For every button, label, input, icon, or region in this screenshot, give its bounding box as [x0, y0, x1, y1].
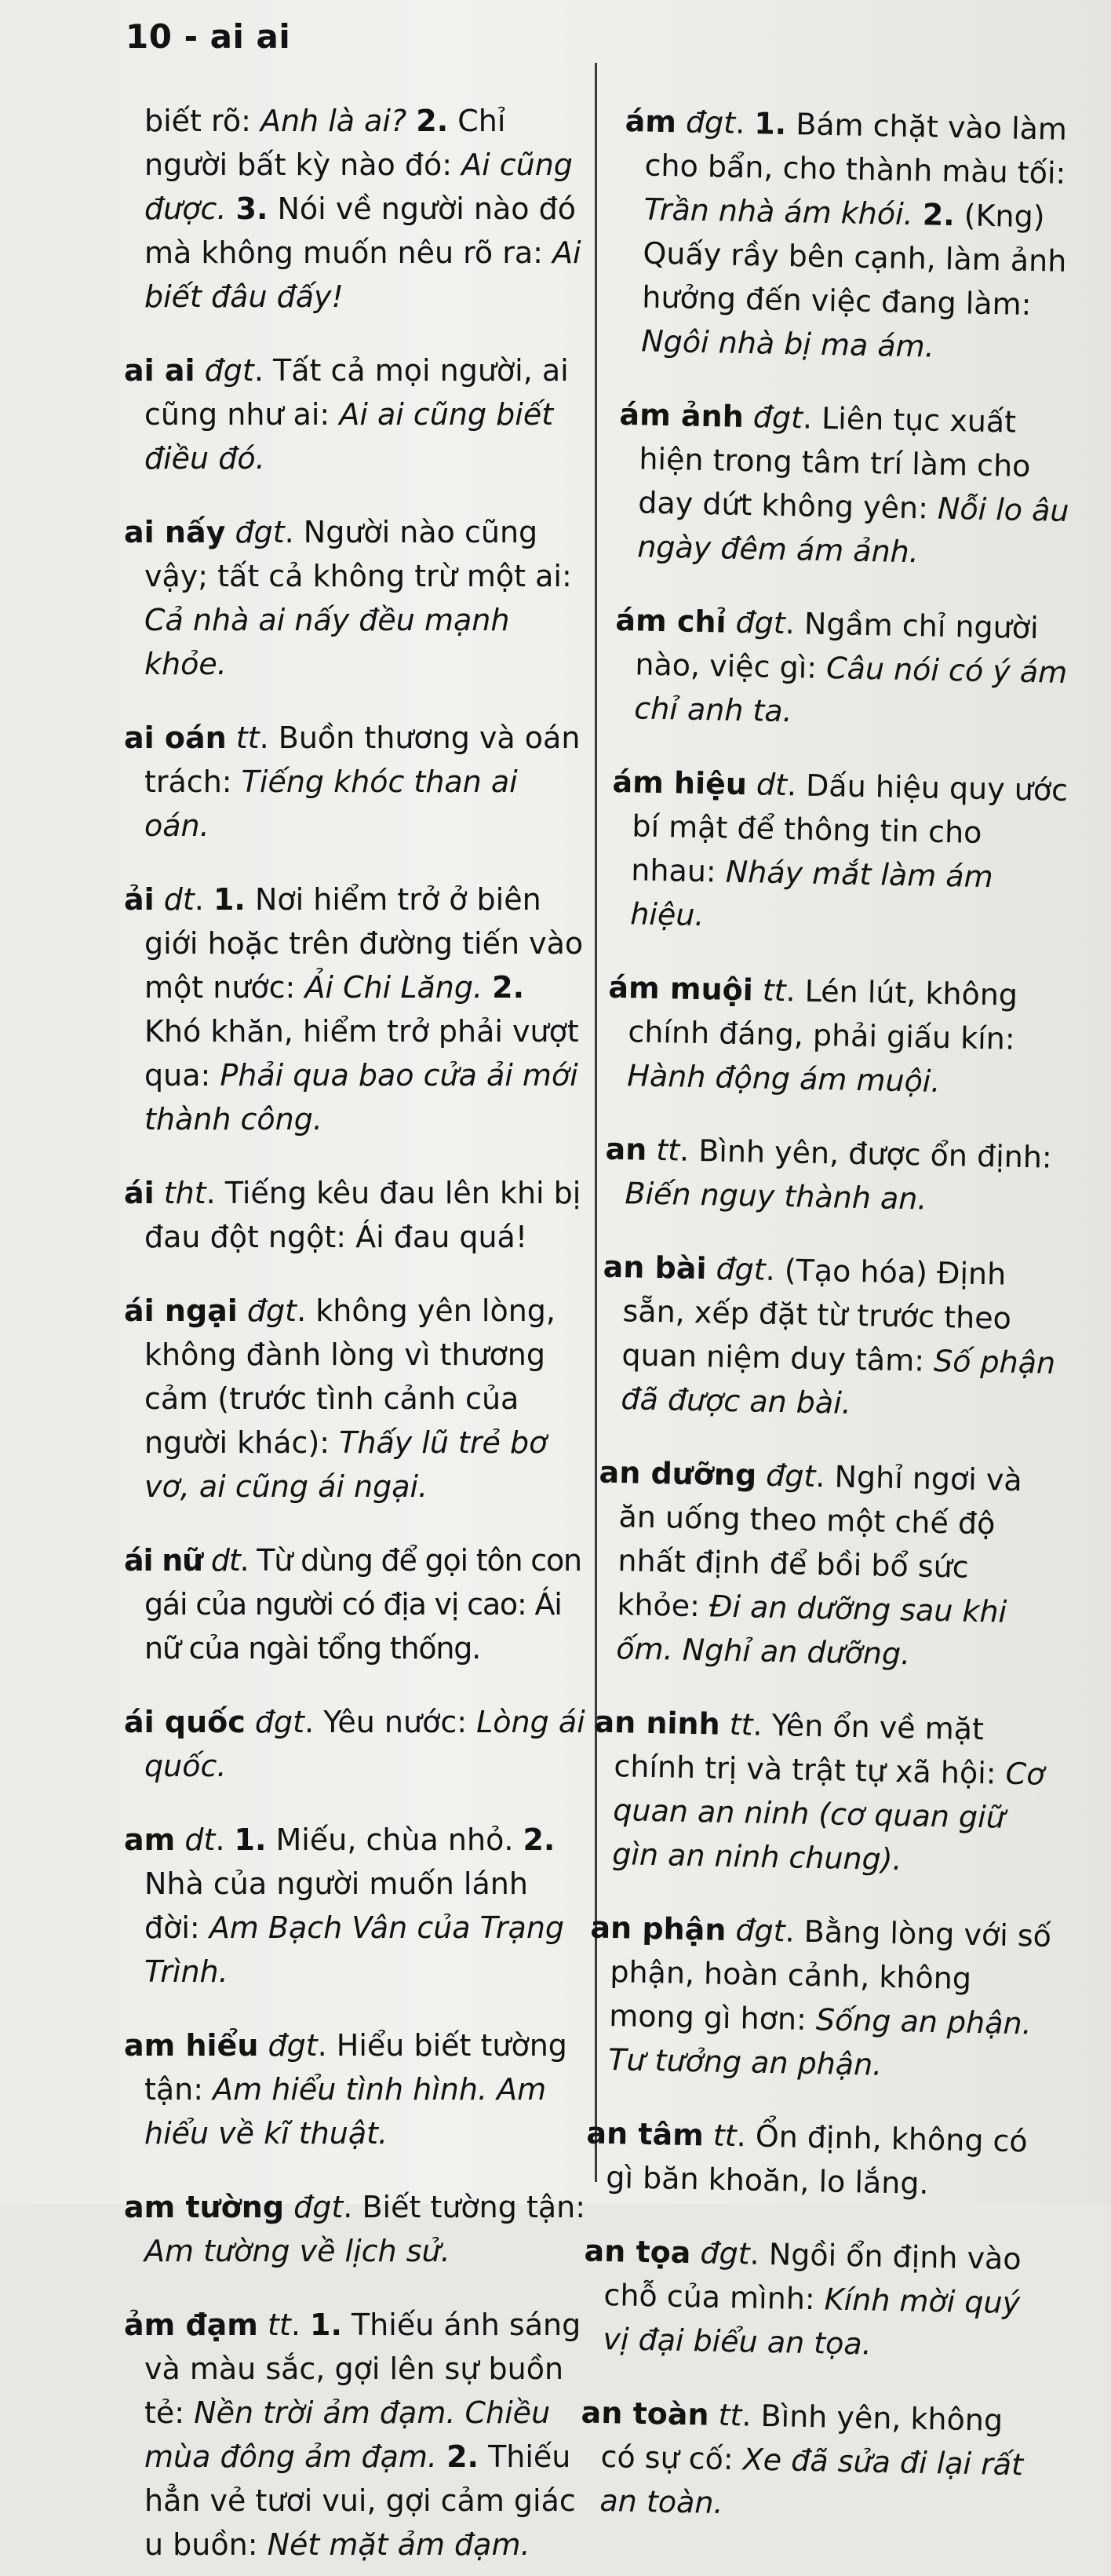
headword: an tọa — [584, 2233, 691, 2271]
definition-text — [226, 192, 235, 226]
dictionary-entry — [124, 1818, 587, 1994]
definition-text — [284, 2190, 293, 2224]
definition-text — [175, 1823, 184, 1857]
definition-text: Thiếu ánh sáng và màu sắc, gợi lên sự buồn tẻ: — [144, 2308, 581, 2430]
headword: ám muội — [608, 969, 754, 1008]
dictionary-entry — [124, 1289, 587, 1509]
definition-text: Thiếu hẳn vẻ tươi vui, gợi cảm giác u buồn: — [144, 2439, 576, 2562]
definition-text — [690, 2235, 701, 2270]
example-text: Ai biết đâu đấy! — [144, 235, 581, 314]
definition-text: . Buồn thương và oán trách: — [144, 721, 581, 799]
definition-text: . Từ dùng để gọi tôn con gái của người có địa vị cao: Ái nữ của ngài tổng thống. — [144, 1543, 581, 1666]
definition-text — [437, 2439, 446, 2474]
dictionary-entry — [596, 1450, 1062, 1679]
definition-text: Nhà của người muốn lánh đời: — [144, 1866, 528, 1945]
dictionary-entry — [604, 1127, 1069, 1224]
headword: am tường — [124, 2190, 285, 2224]
part-of-speech: đgt — [685, 104, 736, 140]
example-text: Hành động ám muội. — [626, 1058, 941, 1099]
definition-text: Nói về người nào đó mà không muốn nêu rõ ra: — [144, 192, 577, 270]
definition-text — [246, 1705, 255, 1739]
headword: ai nấy — [124, 515, 226, 549]
sense-number: 1. — [213, 882, 246, 917]
definition-text: . (Tạo hóa) Định sẵn, xếp đặt từ trước theo quan niệm duy tâm: — [621, 1252, 1012, 1378]
part-of-speech: dt — [163, 882, 195, 917]
definition-text — [719, 1707, 730, 1742]
example-text: Biến nguy thành an. — [625, 1176, 927, 1217]
dictionary-entry — [124, 510, 587, 686]
example-text: Câu nói có ý ám chỉ anh ta. — [633, 651, 1068, 729]
definition-text: . — [194, 882, 213, 917]
part-of-speech: đgt — [293, 2190, 344, 2224]
headword: ám hiệu — [612, 764, 748, 802]
dictionary-entry — [124, 348, 587, 480]
definition-text — [227, 721, 236, 755]
part-of-speech: tt — [762, 972, 787, 1009]
definition-text: . Bình yên, được ổn định: — [679, 1133, 1053, 1175]
definition-text: . Ngồi ổn định vào chỗ của mình: — [603, 2236, 1022, 2317]
example-text: Phải qua bao cửa ải mới thành công. — [144, 1058, 578, 1137]
definition-text — [406, 104, 416, 138]
example-text: Tiếng khóc than ai oán. — [144, 764, 518, 843]
dictionary-entry — [124, 2023, 587, 2155]
running-head: 10 - ai ai — [126, 17, 291, 56]
sense-number: 1. — [310, 2308, 342, 2342]
sense-number: 3. — [235, 192, 268, 226]
part-of-speech: đgt — [752, 400, 803, 436]
part-of-speech: đgt — [735, 604, 786, 641]
example-text: Số phận đã được an bài. — [621, 1343, 1056, 1421]
headword: an phận — [590, 1910, 727, 1947]
headword: ám ảnh — [619, 396, 745, 434]
continued-definition — [124, 99, 587, 319]
headword: an tâm — [586, 2115, 705, 2153]
definition-text: biết rõ: — [144, 104, 260, 138]
headword: am hiểu — [124, 2028, 259, 2063]
example-text: Trần nhà ám khói. — [643, 192, 914, 232]
definition-text: . Bằng lòng với số phận, hoàn cảnh, không mong gì hơn: — [608, 1914, 1052, 2038]
dictionary-entry — [588, 1906, 1054, 2090]
definition-text: . Nghỉ ngơi và ăn uống theo một chế độ nhất định để bồi bổ sức khỏe: — [617, 1458, 1023, 1624]
part-of-speech: dt — [210, 1543, 240, 1578]
definition-text — [726, 1913, 736, 1947]
headword: ám — [625, 103, 677, 140]
definition-text — [155, 1176, 164, 1210]
part-of-speech: tt — [268, 2308, 291, 2342]
part-of-speech: đgt — [235, 515, 285, 549]
definition-text: . — [290, 2308, 310, 2342]
example-text: Nháy mắt làm ám hiệu. — [629, 854, 994, 933]
dictionary-entry — [124, 1700, 587, 1788]
example-text: Lòng ái quốc. — [144, 1705, 585, 1783]
definition-text: . Dấu hiệu quy ước bí mật để thông tin cho nhau: — [630, 768, 1069, 889]
example-text: Ai cũng được. — [144, 148, 573, 226]
part-of-speech: tt — [718, 2397, 742, 2433]
part-of-speech: đgt — [204, 353, 254, 388]
example-text: Ải Chi Lăng. — [304, 970, 483, 1005]
part-of-speech: tt — [655, 1132, 680, 1168]
sense-number: 1. — [234, 1823, 267, 1857]
part-of-speech: đgt — [268, 2028, 318, 2063]
part-of-speech: đgt — [765, 1458, 816, 1494]
dictionary-entry — [579, 2390, 1044, 2530]
headword: ám chỉ — [615, 602, 727, 640]
sense-number: 2. — [523, 1823, 556, 1857]
definition-text — [238, 1293, 247, 1328]
definition-text — [258, 2028, 268, 2063]
example-text: Am tường về lịch sử. — [144, 2234, 450, 2268]
example-text: Nền trời ảm đạm. Chiều mùa đông ảm đạm. — [144, 2395, 551, 2474]
headword: ai oán — [124, 721, 227, 755]
definition-text — [225, 515, 235, 549]
definition-text — [155, 882, 164, 917]
example-text: Sống an phận. Tư tưởng an phận. — [607, 2002, 1033, 2082]
dictionary-entry — [124, 2303, 587, 2567]
dictionary-entry — [124, 1171, 587, 1259]
definition-text: Bám chặt vào làm cho bẩn, cho thành màu tối: — [644, 106, 1068, 191]
example-text: Am hiểu tình hình. Am hiểu về kĩ thuật. — [144, 2072, 547, 2151]
headword: am — [124, 1823, 176, 1857]
dictionary-entry — [124, 878, 587, 1141]
definition-text: . Yên ổn về mặt chính trị và trật tự xã hội: — [614, 1707, 1007, 1791]
definition-text — [258, 2308, 268, 2342]
definition-text: . Lén lút, không chính đáng, phải giấu kín: — [628, 973, 1018, 1056]
part-of-speech: dt — [756, 767, 788, 803]
part-of-speech: đgt — [700, 2235, 751, 2271]
left-column — [124, 69, 587, 2576]
headword: an dưỡng — [599, 1454, 757, 1493]
definition-text: . Liên tục xuất hiện trong tâm trí làm cho day dứt không yên: — [637, 400, 1031, 526]
part-of-speech: tt — [712, 2118, 738, 2154]
dictionary-entry — [617, 392, 1083, 577]
definition-text: . Hiểu biết tường tận: — [144, 2028, 567, 2107]
definition-text — [756, 1458, 767, 1493]
definition-text: . Ngầm chỉ người nào, việc gì: — [635, 606, 1039, 686]
headword: ái nữ — [124, 1543, 203, 1578]
definition-text — [708, 2398, 719, 2432]
part-of-speech: tt — [729, 1706, 753, 1742]
definition-text — [706, 1251, 716, 1286]
headword: an toàn — [581, 2395, 709, 2432]
headword: an ninh — [594, 1704, 721, 1742]
right-column — [579, 69, 1089, 2541]
definition-text: . Tất cả mọi người, ai cũng như ai: — [144, 353, 569, 432]
headword: ải — [124, 882, 155, 917]
example-text: Ai ai cũng biết điều đó. — [144, 397, 554, 476]
headword: ái — [124, 1176, 155, 1210]
definition-text: . Yêu nước: — [304, 1705, 477, 1739]
dictionary-entry — [592, 1700, 1058, 1885]
definition-text: . không yên lòng, không đành lòng vì thương cảm (trước tình cảnh của người khác): — [144, 1293, 556, 1460]
definition-text: (Kng) Quấy rầy bên cạnh, làm ảnh hưởng đến việc đang làm: — [642, 198, 1067, 322]
definition-text: Chỉ người bất kỳ nào đó: — [144, 104, 506, 182]
example-text: Nét mặt ảm đạm. — [267, 2527, 530, 2562]
dictionary-entry — [614, 598, 1079, 739]
definition-text: Miếu, chùa nhỏ. — [266, 1823, 523, 1857]
definition-text: . Bình yên, không có sự cố: — [600, 2398, 1004, 2477]
example-text: Am Bạch Vân của Trạng Trình. — [144, 1910, 565, 1989]
dictionary-entry — [610, 760, 1076, 944]
definition-text: . — [215, 1823, 235, 1857]
part-of-speech: đgt — [735, 1913, 786, 1949]
dictionary-entry — [600, 1245, 1066, 1429]
dictionary-entry — [621, 99, 1088, 371]
example-text: Xe đã sửa đi lại rất an toàn. — [599, 2442, 1024, 2520]
sense-number: 2. — [492, 970, 525, 1005]
example-text: Đi an dưỡng sau khi ốm. Nghỉ an dưỡng. — [615, 1589, 1007, 1672]
headword: ái quốc — [124, 1705, 246, 1739]
part-of-speech: tt — [235, 721, 260, 755]
part-of-speech: dt — [184, 1823, 216, 1857]
headword: ai ai — [124, 353, 195, 388]
headword: an — [605, 1131, 647, 1167]
example-text: Cơ quan an ninh (cơ quan giữ gìn an ninh chung). — [611, 1756, 1045, 1877]
definition-text: . Biết tường tận: — [343, 2190, 586, 2224]
dictionary-entry — [606, 965, 1072, 1106]
definition-text — [647, 1133, 657, 1167]
definition-text — [202, 1543, 211, 1578]
part-of-speech: đgt — [716, 1251, 767, 1287]
example-text: Kính mời quý vị đại biểu an tọa. — [603, 2282, 1021, 2362]
part-of-speech: tht — [163, 1176, 206, 1210]
headword: an bài — [603, 1249, 707, 1286]
example-text: Ngôi nhà bị ma ám. — [640, 323, 935, 364]
definition-text — [195, 353, 205, 388]
dictionary-entry — [124, 1538, 587, 1670]
sense-number: 2. — [416, 104, 449, 138]
definition-text — [483, 970, 492, 1005]
part-of-speech: đgt — [246, 1293, 297, 1328]
part-of-speech: đgt — [254, 1705, 305, 1739]
dictionary-entry — [585, 2111, 1050, 2208]
sense-number: 1. — [753, 106, 787, 141]
definition-text: . Tiếng kêu đau lên khi bị đau đột ngột: Ái đau quá! — [144, 1176, 581, 1254]
example-text: Thấy lũ trẻ bơ vơ, ai cũng ái ngại. — [144, 1425, 548, 1504]
definition-text: Khó khăn, hiểm trở phải vượt qua: — [144, 1014, 579, 1093]
definition-text: . — [734, 105, 755, 141]
definition-text: . Ổn định, không có gì băn khoăn, lo lắng. — [606, 2118, 1029, 2201]
dictionary-entry — [582, 2228, 1047, 2369]
definition-text — [726, 605, 736, 640]
definition-text: Nơi hiểm trở ở biên giới hoặc trên đường tiến vào một nước: — [144, 882, 584, 1005]
definition-text: . Người nào cũng vậy; tất cả không trừ một ai: — [144, 515, 572, 593]
example-text: Anh là ai? — [260, 104, 407, 138]
example-text: Nỗi lo âu ngày đêm ám ảnh. — [636, 491, 1069, 570]
headword: ái ngại — [124, 1293, 238, 1328]
sense-number: 2. — [446, 2439, 479, 2474]
dictionary-entry — [124, 716, 587, 848]
sense-number: 2. — [922, 197, 956, 233]
example-text: Cả nhà ai nấy đều mạnh khỏe. — [144, 603, 510, 681]
headword: ảm đạm — [124, 2308, 258, 2342]
dictionary-entry — [124, 2185, 587, 2273]
